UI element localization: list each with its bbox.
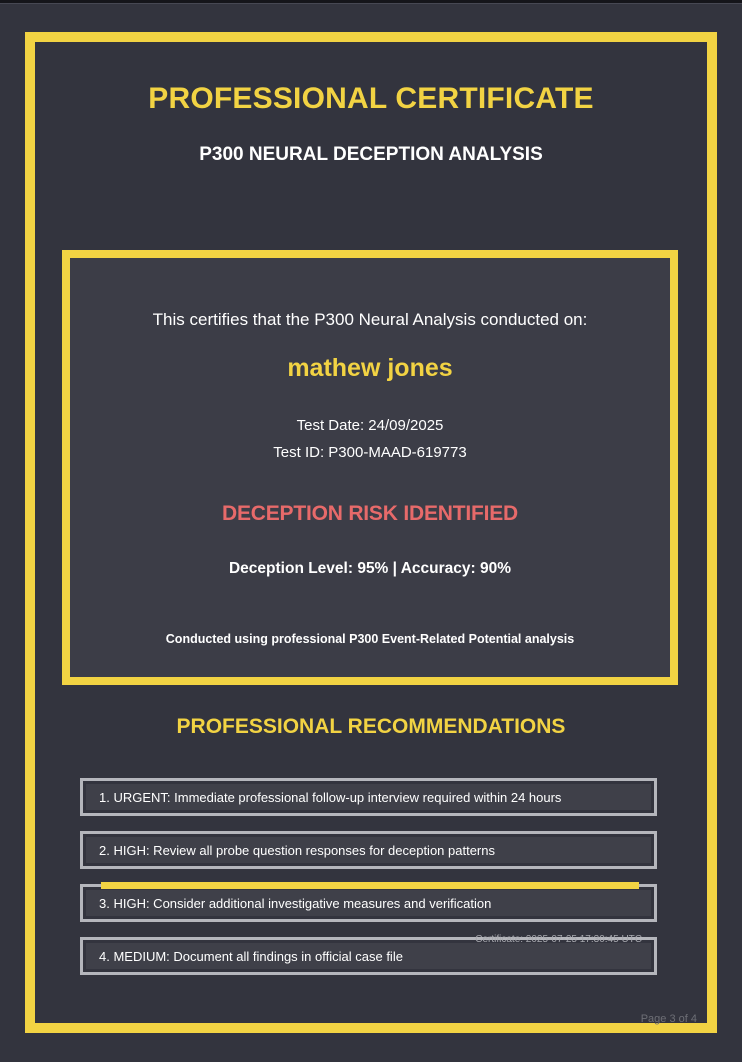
- risk-status: DECEPTION RISK IDENTIFIED: [221, 502, 519, 525]
- subject-name: mathew jones: [287, 354, 453, 382]
- deception-metrics: Deception Level: 95% | Accuracy: 90%: [228, 560, 512, 577]
- window-top-edge: [0, 0, 742, 4]
- recommendation-item-1: [80, 778, 657, 816]
- recommendation-text-2: 2. HIGH: Review all probe question responses for deception patterns: [86, 837, 651, 863]
- recommendation-item-3: [80, 884, 657, 922]
- recommendation-item-2: [80, 831, 657, 869]
- recommendation-text-4: 4. MEDIUM: Document all findings in official case file: [86, 943, 651, 969]
- certificate-timestamp: Certificate: 2025-07-25 17:30:45 UTC: [475, 934, 642, 945]
- test-date: Test Date: 24/09/2025: [296, 417, 444, 434]
- yellow-accent-bar: [101, 882, 639, 889]
- certificate-title: PROFESSIONAL CERTIFICATE: [148, 82, 594, 115]
- recommendations-heading: PROFESSIONAL RECOMMENDATIONS: [176, 715, 566, 738]
- test-id: Test ID: P300-MAAD-619773: [273, 444, 467, 461]
- page-indicator: Page 3 of 4: [640, 1013, 697, 1025]
- recommendation-text-1: 1. URGENT: Immediate professional follow-up interview required within 24 hours: [86, 784, 651, 810]
- certificate-subtitle: P300 NEURAL DECEPTION ANALYSIS: [199, 144, 543, 165]
- certify-statement: This certifies that the P300 Neural Analysis conducted on:: [152, 310, 588, 329]
- method-note: Conducted using professional P300 Event-Related Potential analysis: [165, 632, 575, 646]
- recommendation-text-3: 3. HIGH: Consider additional investigative measures and verification: [86, 890, 651, 916]
- certificate-details-panel: [62, 250, 678, 685]
